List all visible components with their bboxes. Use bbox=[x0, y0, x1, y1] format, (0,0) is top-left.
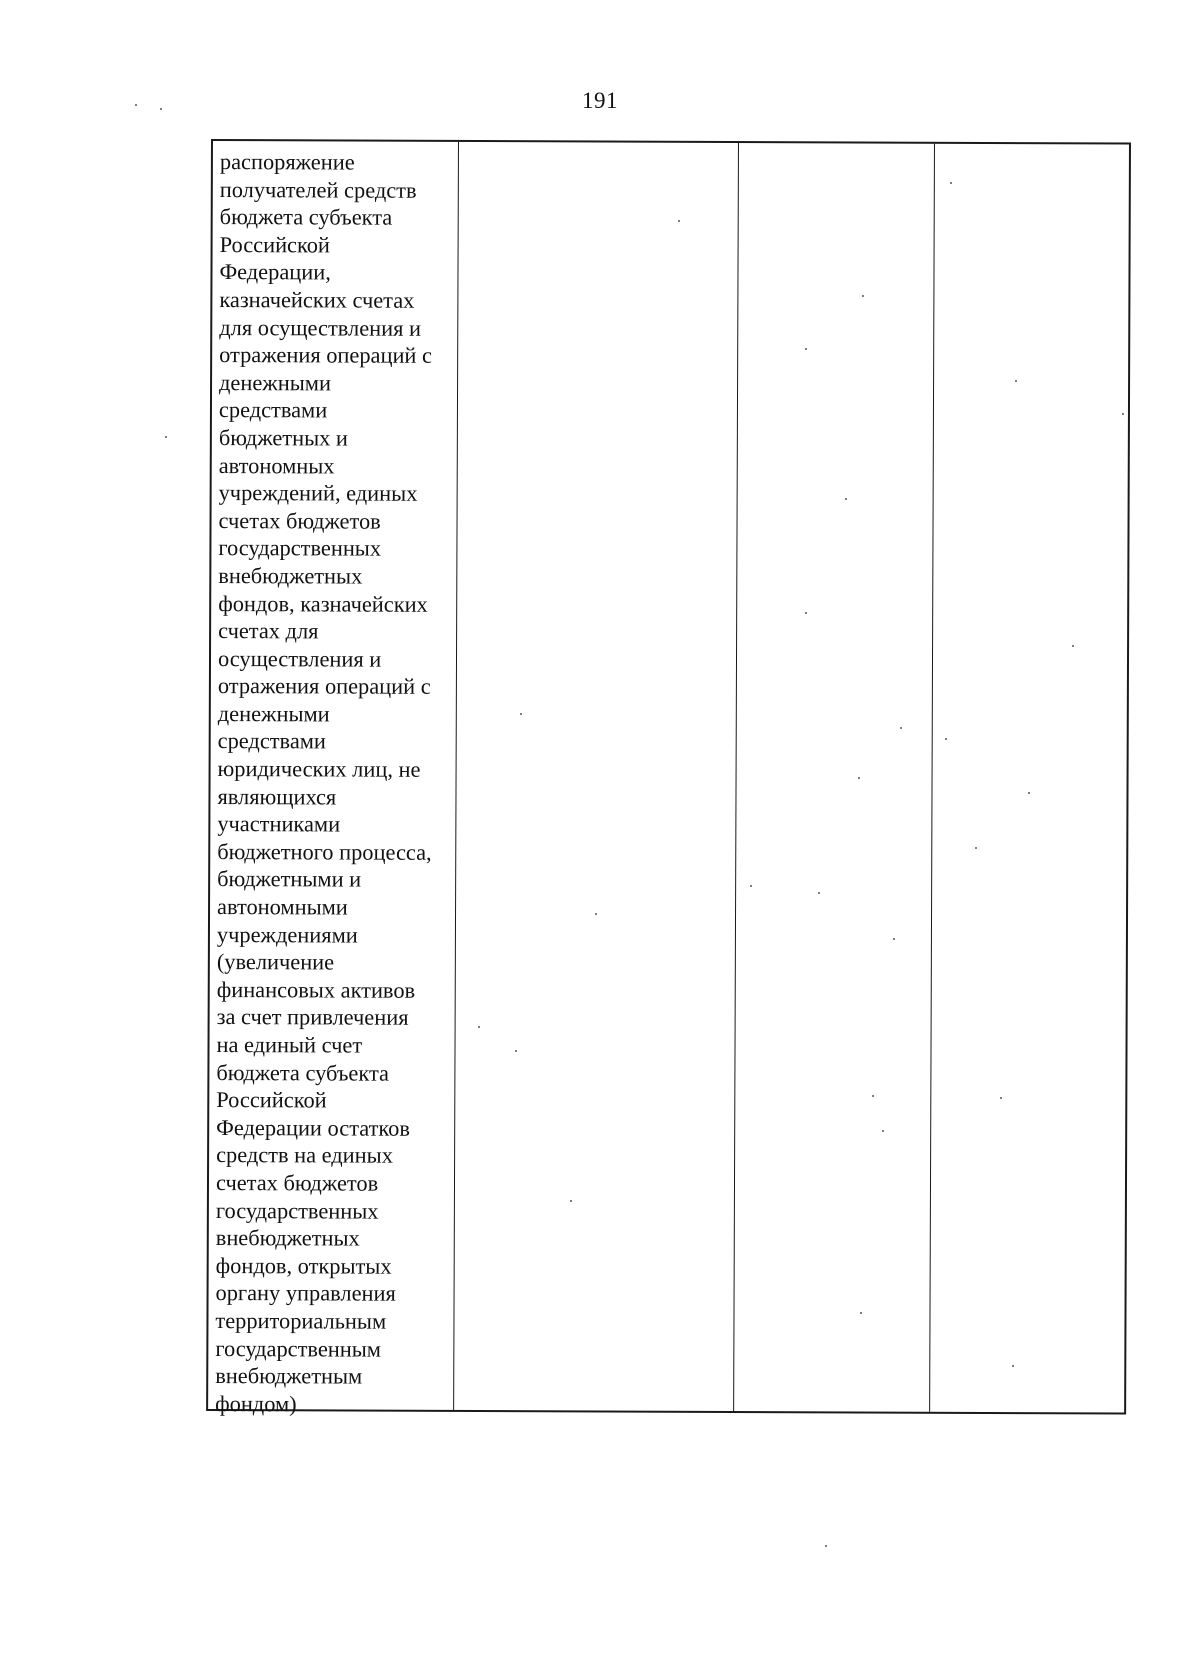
table-cell-empty-2 bbox=[454, 142, 739, 1411]
table-cell-empty-4 bbox=[930, 144, 1129, 1413]
page-number: 191 bbox=[582, 88, 618, 113]
data-table bbox=[206, 139, 1131, 1415]
table-cell-empty-3 bbox=[734, 143, 935, 1412]
cell-text: распоряжение получателей средств бюджета субъекта Российской Федерации, казначейских счетах для осуществления и отражения операций с денежными средствами бюджетных и автономных учреждений, единых счетах бюджетов государственных внебюджетных фондов, казначейских счетах для осуществления и отражения операций с денежными средствами юридических лиц, не являющихся участниками бюджетного процесса, бюджетными и автономными учреждениями (увеличение финансовых активов за счет привлечения на единый счет бюджета субъекта Российской Федерации остатков средств на единых счетах бюджетов государственных внебюджетных фондов, открытых органу управления территориальным государственным внебюджетным фондом) bbox=[215, 149, 433, 1417]
table-cell-description bbox=[208, 141, 459, 1417]
